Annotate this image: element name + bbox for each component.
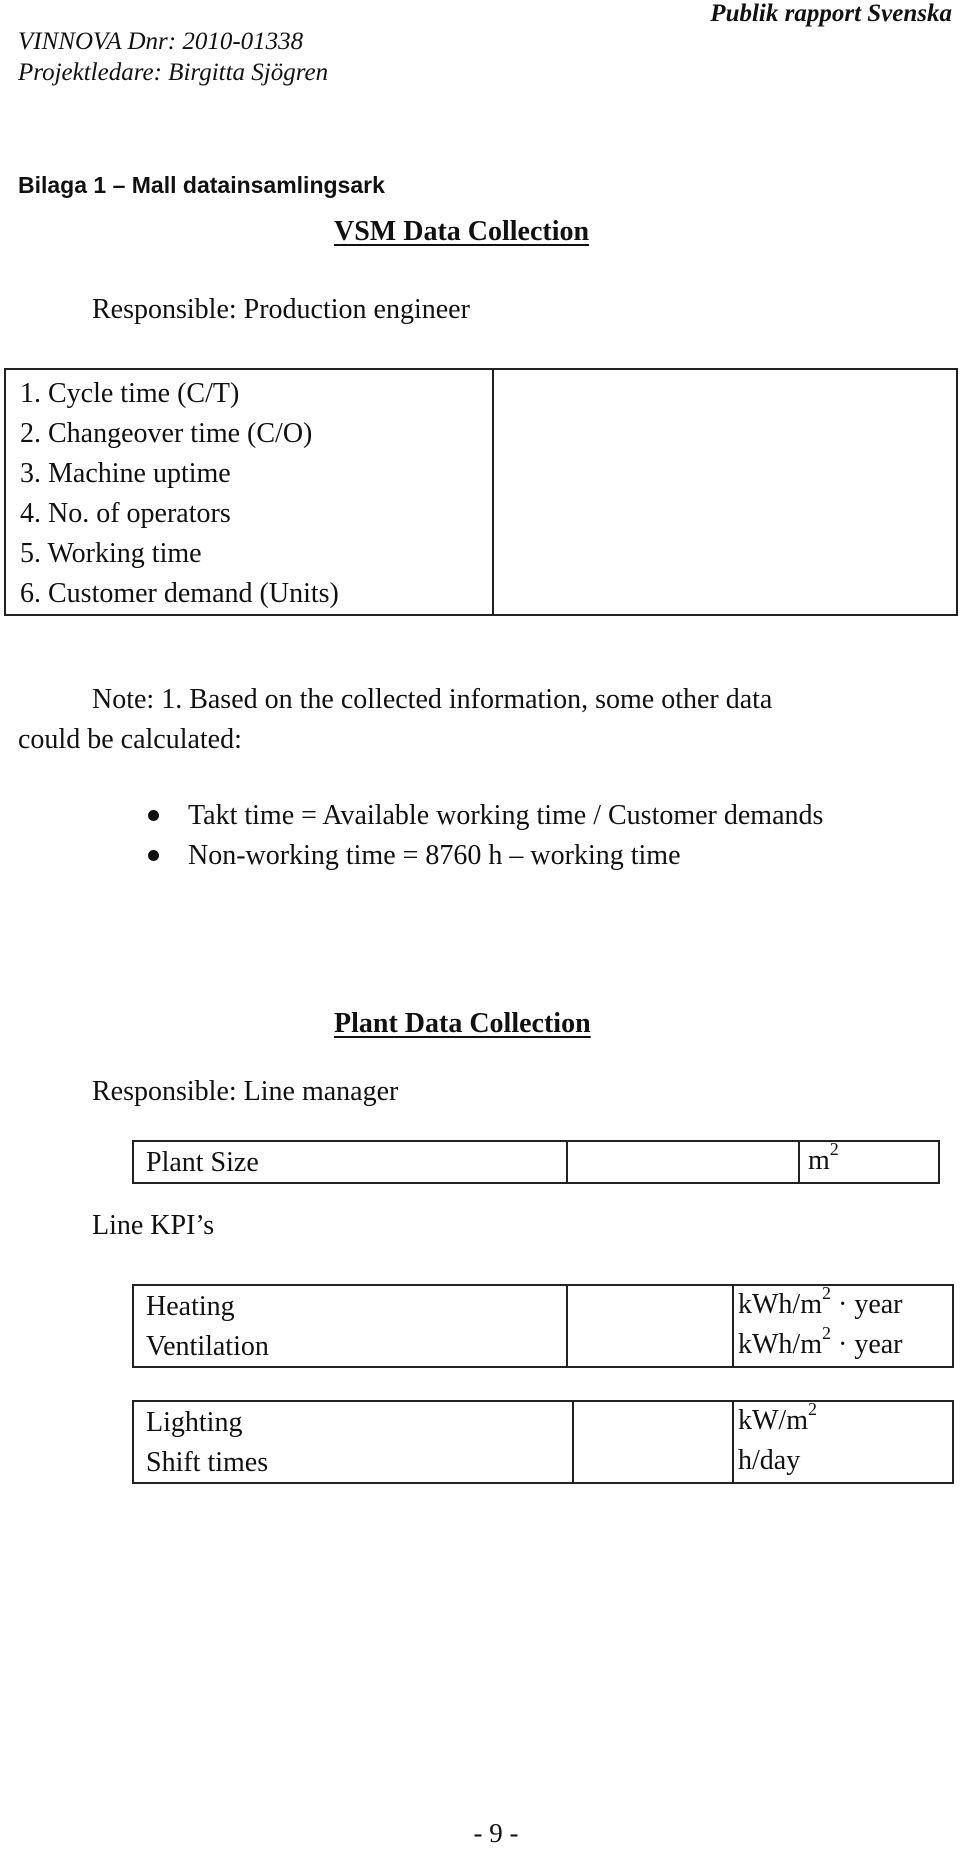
header-vinnova-number: VINNOVA Dnr: 2010-01338 [18, 28, 304, 55]
kpi-unit: kWh/$m^2$ · year [733, 1285, 953, 1326]
kpi-unit: h/day [733, 1442, 953, 1483]
list-item [148, 836, 823, 876]
list-item [148, 796, 823, 836]
kpi-label: Ventilation [133, 1326, 567, 1367]
vsm-item: 3. Machine uptime [20, 458, 231, 489]
kpi-value-cell[interactable] [567, 1326, 733, 1367]
table-row [133, 1401, 953, 1442]
vsm-items-cell [5, 369, 493, 615]
vsm-item: 6. Customer demand (Units) [20, 578, 339, 609]
kpi-unit: kWh/$m^2$ · year [733, 1326, 953, 1367]
appendix-title: Bilaga 1 – Mall datainsamlingsark [18, 172, 385, 198]
table-row [133, 1141, 939, 1183]
energy-kpi-table [132, 1284, 954, 1368]
vsm-item: 4. No. of operators [20, 498, 231, 529]
calculation-list [148, 796, 823, 876]
header-report-type: Publik rapport Svenska [710, 0, 952, 27]
table-row [133, 1442, 953, 1483]
vsm-responsible: Responsible: Production engineer [92, 294, 470, 325]
note-line-1: Note: 1. Based on the collected information, some other data [92, 684, 773, 715]
plant-size-label: Plant Size [133, 1141, 567, 1183]
vsm-section-title: VSM Data Collection [334, 216, 590, 247]
note-line-2: could be calculated: [18, 724, 242, 755]
list-item-text: Non-working time = 8760 h – working time [188, 840, 681, 871]
vsm-item: 1. Cycle time (C/T) [20, 378, 240, 409]
vsm-data-table [4, 368, 958, 616]
table-row [133, 1326, 953, 1367]
kpi-value-cell[interactable] [573, 1401, 733, 1442]
kpi-value-cell[interactable] [567, 1285, 733, 1326]
bullet-icon [148, 810, 159, 821]
kpi-unit: $kW/m^2$ [733, 1401, 953, 1442]
other-kpi-table [132, 1400, 954, 1484]
plant-size-table [132, 1140, 940, 1184]
kpi-value-cell[interactable] [573, 1442, 733, 1483]
bullet-icon [148, 850, 159, 861]
kpi-label: Heating [133, 1285, 567, 1326]
kpi-label: Lighting [133, 1401, 573, 1442]
note-paragraph [18, 680, 948, 760]
vsm-item: 2. Changeover time (C/O) [20, 418, 313, 449]
kpi-label: Shift times [133, 1442, 573, 1483]
line-kpi-label: Line KPI’s [92, 1210, 215, 1241]
plant-size-value-cell[interactable] [567, 1141, 799, 1183]
list-item-text: Takt time = Available working time / Customer demands [188, 800, 824, 831]
table-row [133, 1285, 953, 1326]
page-number: - 9 - [473, 1818, 519, 1848]
header-project-leader: Projektledare: Birgitta Sjögren [18, 59, 329, 86]
header-project-info [18, 26, 328, 88]
vsm-value-cell[interactable] [493, 369, 957, 615]
vsm-item: 5. Working time [20, 538, 202, 569]
plant-section-title: Plant Data Collection [334, 1008, 591, 1039]
plant-size-unit: $m^2$ [799, 1141, 939, 1183]
plant-responsible: Responsible: Line manager [92, 1076, 399, 1107]
